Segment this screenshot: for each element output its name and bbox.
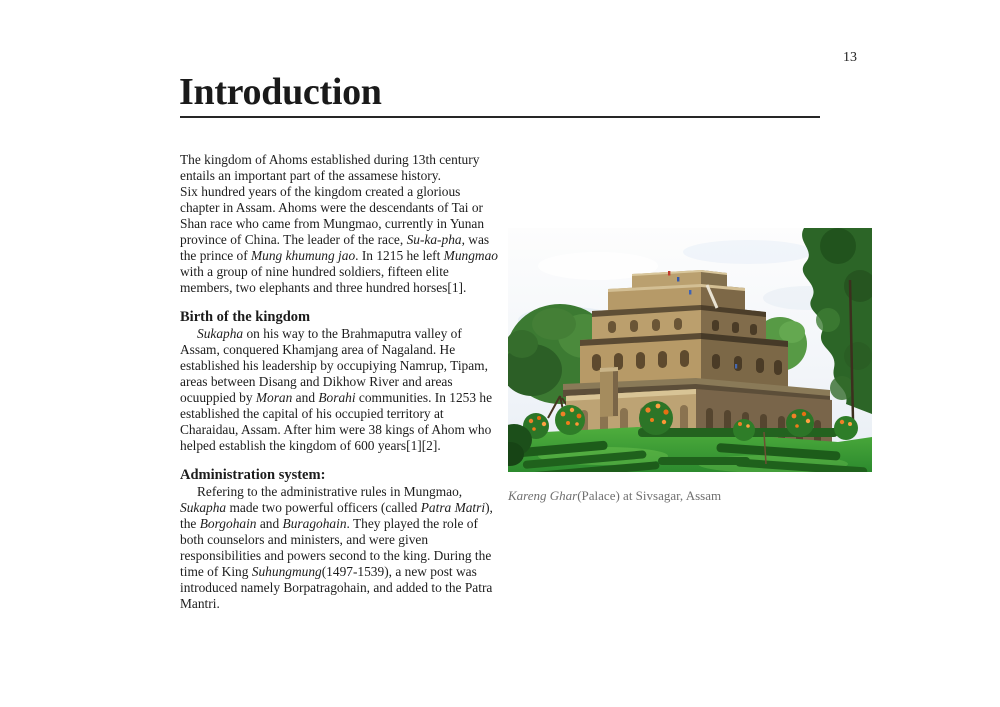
section-paragraph-birth-of-the-kingdom: Sukapha on his way to the Brahmaputra valley of Assam, conquered Khamjang area of Nagaland. He established his leadership by occupiying Namrup, Tipam, areas between Disang and Dikhow River and areas ocuuppied by Moran and Borahi communities. In 1253 he established the capital of his occupied territory at Charaidau, Assam. After him were 38 kings of Ahom who helped establish the kingdom of 600 years[1][2]. [180, 326, 493, 453]
section-paragraph-administration-system: Refering to the administrative rules in Mungmao, Sukapha made two powerful officers (called Patra Matri), the Borgohain and Buragohain. They played the role of both counselors and ministers, and were given responsibilities and powers second to the king. During the time of King Suhungmung(1497-1539), a new post was introduced namely Borpatragohain, and added to the Patra Mantri. [180, 484, 493, 611]
section-heading-birth-of-the-kingdom: Birth of the kingdom [180, 309, 311, 325]
body-text-column [180, 152, 498, 612]
intro-paragraph: The kingdom of Ahoms established during 13th century entails an important part of the assamese history. Six hundred years of the kingdom created a glorious chapter in Assam. Ahoms were the descendants of Tai or Shan race who came from Mungmao, currently in Yunan province of China. The leader of the race, Su-ka-pha, was the prince of Mung khumung jao. In 1215 he left Mungmao with a group of nine hundred soldiers, fifteen elite members, two elephants and three hundred horses[1]. [180, 152, 498, 295]
section-heading-administration-system: Administration system: [180, 467, 326, 483]
page-title: Introduction [179, 71, 382, 113]
figure-caption: Kareng Ghar(Palace) at Sivsagar, Assam [508, 488, 722, 503]
title-rule [180, 116, 820, 118]
figure-kareng-ghar [508, 228, 872, 503]
page-number: 13 [843, 50, 857, 65]
palace-photo [508, 228, 872, 472]
